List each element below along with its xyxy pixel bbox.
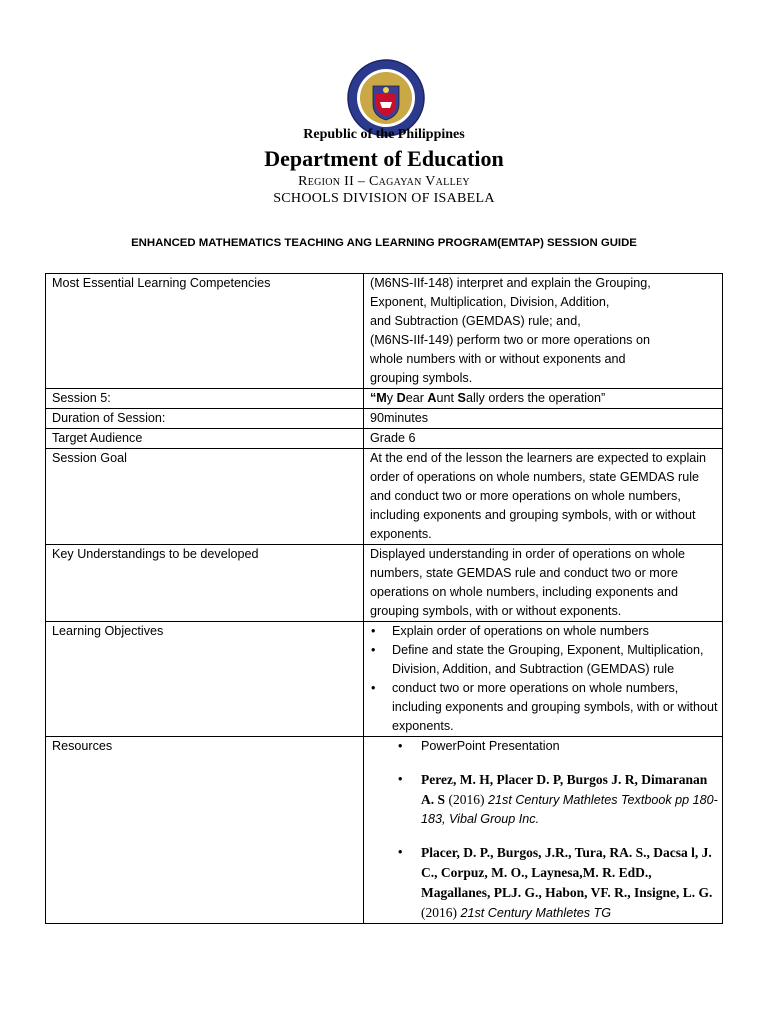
row-duration: [46, 409, 723, 429]
goal-value: At the end of the lesson the learners are expected to explain order of operations on whole numbers, state GEMDAS rule and conduct two or more operations on whole numbers, including exponents and grouping symbols, with or without exponents.: [364, 449, 723, 545]
duration-value: 90minutes: [364, 409, 723, 429]
objective-item: • Define and state the Grouping, Exponent, Multiplication, Division, Addition, and Subtraction (GEMDAS) rule: [392, 641, 718, 679]
session-label: Session 5:: [46, 389, 364, 409]
division-heading: SCHOOLS DIVISION OF ISABELA: [273, 191, 495, 206]
resource-powerpoint: PowerPoint Presentation: [421, 739, 560, 753]
key-understandings-label: Key Understandings to be developed: [46, 545, 364, 622]
goal-label: Session Goal: [46, 449, 364, 545]
duration-label: Duration of Session:: [46, 409, 364, 429]
session-title: “My Dear Aunt Sally orders the operation”: [370, 391, 606, 405]
competency-line: and Subtraction (GEMDAS) rule; and,: [370, 314, 581, 328]
competency-line: grouping symbols.: [370, 371, 473, 385]
reference-year: (2016): [448, 792, 485, 807]
resource-item: [370, 737, 718, 756]
department-heading: Department of Education: [264, 146, 504, 171]
objectives-list: [370, 622, 718, 736]
deped-seal: [346, 58, 426, 138]
row-competencies: [46, 274, 723, 389]
objective-item: • conduct two or more operations on whole numbers, including exponents and grouping symbols, with or without exponents.: [392, 679, 718, 736]
resource-reference: [370, 770, 718, 829]
audience-label: Target Audience: [46, 429, 364, 449]
session-guide-table: [45, 273, 723, 924]
row-audience: [46, 429, 723, 449]
competency-line: (M6NS-IIf-149) perform two or more operations on: [370, 333, 650, 347]
reference-year: (2016): [421, 905, 457, 920]
objectives-label: Learning Objectives: [46, 622, 364, 737]
region-heading: Region II – Cagayan Valley: [298, 174, 470, 189]
resource-reference: [370, 843, 718, 923]
competency-line: (M6NS-IIf-148) interpret and explain the Grouping,: [370, 276, 651, 290]
session-value: [364, 389, 723, 409]
republic-heading: Republic of the Philippines: [303, 127, 465, 142]
objective-item: • Explain order of operations on whole numbers: [392, 622, 718, 641]
competencies-value: [364, 274, 723, 389]
bullet-icon: •: [398, 772, 403, 786]
resources-value: [364, 737, 723, 924]
session-guide-title: ENHANCED MATHEMATICS TEACHING ANG LEARNING PROGRAM(EMTAP) SESSION GUIDE: [131, 237, 637, 249]
objectives-value: [364, 622, 723, 737]
reference-title: 21st Century Mathletes Textbook pp 180-183, Vibal Group Inc.: [421, 793, 718, 826]
key-understandings-value: Displayed understanding in order of operations on whole numbers, state GEMDAS rule and conduct two or more operations on whole numbers, including exponents and grouping symbols, with or without exponents.: [364, 545, 723, 622]
competency-line: whole numbers with or without exponents and: [370, 352, 626, 366]
bullet-icon: •: [398, 845, 403, 859]
row-goal: [46, 449, 723, 545]
audience-value: Grade 6: [364, 429, 723, 449]
bullet-icon: •: [398, 739, 403, 753]
resources-label: Resources: [46, 737, 364, 924]
row-objectives: [46, 622, 723, 737]
reference-title: 21st Century Mathletes TG: [460, 906, 611, 920]
row-session: [46, 389, 723, 409]
reference-authors: Perez, M. H, Placer D. P, Burgos J. R, Dimaranan A. S: [421, 772, 708, 807]
reference-authors: Placer, D. P., Burgos, J.R., Tura, RA. S., Dacsa l, J. C., Corpuz, M. O., Laynesa,M. R. EdD., Magallanes, PLJ. G., Habon, VF. R., Insigne, L. G.: [421, 845, 713, 900]
competency-line: Exponent, Multiplication, Division, Addition,: [370, 295, 610, 309]
competencies-label: Most Essential Learning Competencies: [46, 274, 364, 389]
row-key-understandings: [46, 545, 723, 622]
row-resources: [46, 737, 723, 924]
